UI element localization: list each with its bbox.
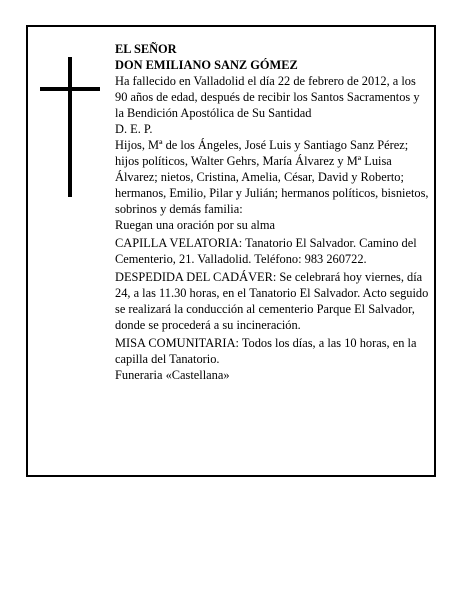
obituary-text: [115, 41, 431, 383]
honorific: EL SEÑOR: [115, 42, 177, 56]
chapel-info: CAPILLA VELATORIA: Tanatorio El Salvador. Camino del Cementerio, 21. Valladolid. Teléfono: 983 260722.: [115, 236, 417, 266]
mass-info: MISA COMUNITARIA: Todos los días, a las 10 horas, en la capilla del Tanatorio.: [115, 336, 417, 366]
death-announcement: Ha fallecido en Valladolid el día 22 de febrero de 2012, a los 90 años de edad, después de recibir los Santos Sacramentos y la Bendición Apostólica de Su Santidad: [115, 74, 420, 120]
funeral-home: Funeraria «Castellana»: [115, 368, 230, 382]
rip-text: D. E. P.: [115, 122, 153, 136]
cross-vertical-bar: [68, 57, 72, 197]
cross-horizontal-bar: [40, 87, 100, 91]
prayer-request: Ruegan una oración por su alma: [115, 218, 275, 232]
family-list: Hijos, Mª de los Ángeles, José Luis y Santiago Sanz Pérez; hijos políticos, Walter Gehrs, María Álvarez y Mª Luisa Álvarez; nietos, Cristina, Amelia, César, David y Roberto; hermanos, Emilio, Pilar y Julián; hermanos políticos, bisnietos, sobrinos y demás familia:: [115, 138, 429, 216]
farewell-info: DESPEDIDA DEL CADÁVER: Se celebrará hoy viernes, día 24, a las 11.30 horas, en el Tanatorio El Salvador. Acto seguido se realizará la conducción al cementerio Parque El Salvador, donde se procederá a su incineración.: [115, 270, 429, 332]
deceased-name: DON EMILIANO SANZ GÓMEZ: [115, 58, 298, 72]
obituary-card: [26, 25, 436, 477]
